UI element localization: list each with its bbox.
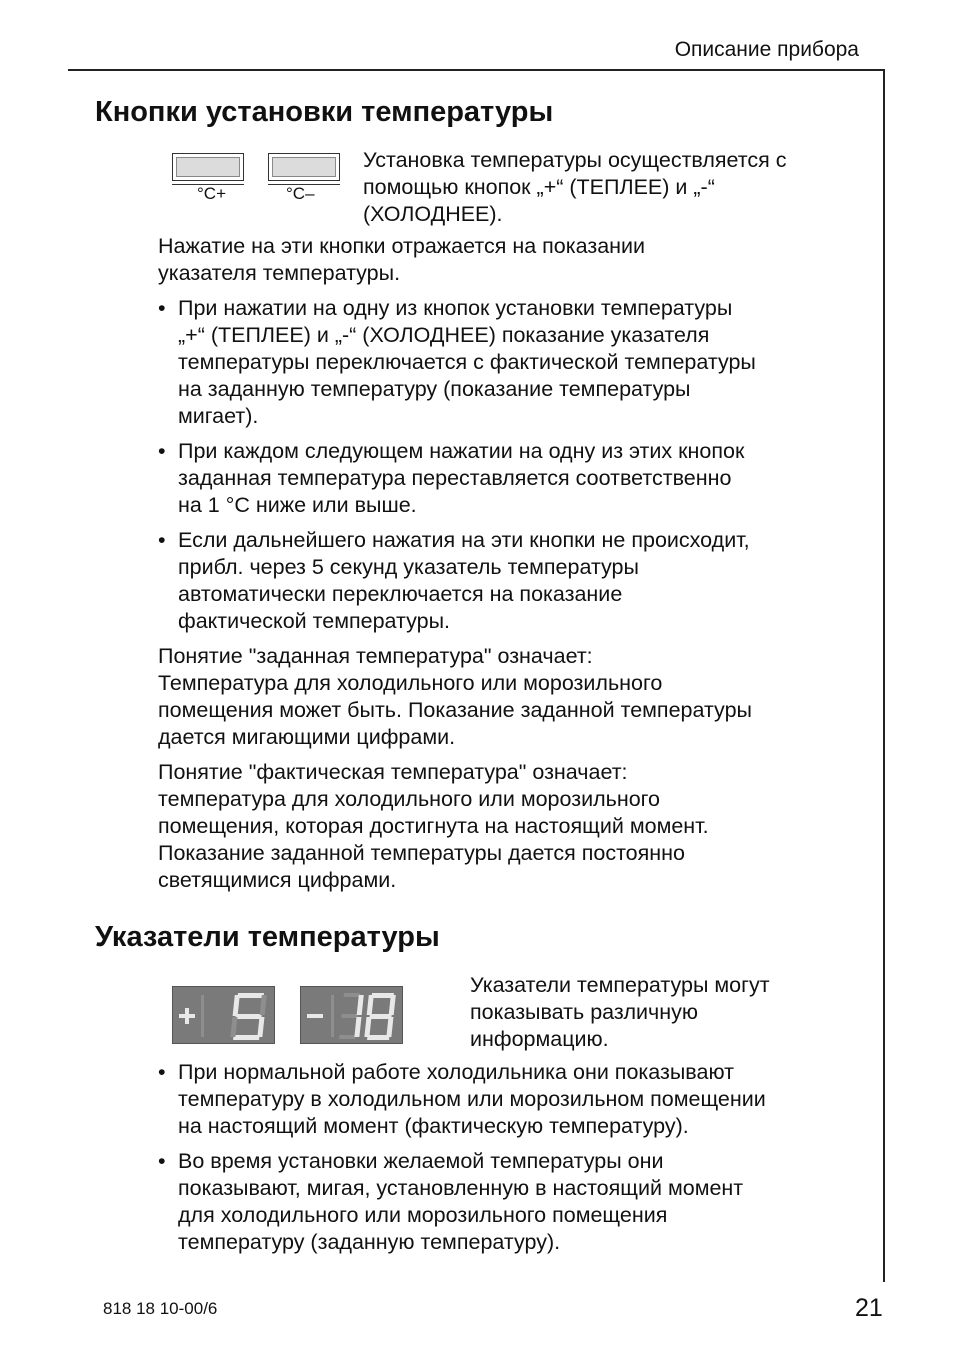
list-item: • При нажатии на одну из кнопок установки температуры „+“ (ТЕПЛЕЕ) и „-“ (ХОЛОДНЕЕ) показание указателя температуры переключается с фактической температуры на заданную температуру (показание температуры мигает).	[158, 295, 868, 430]
running-header: Описание прибора	[674, 38, 859, 61]
bullet-list	[158, 295, 868, 635]
section1-body	[158, 233, 868, 902]
bullet-list	[158, 1059, 868, 1256]
paragraph-actual-temperature: Понятие "фактическая температура" означает: температура для холодильного или морозильного помещения, которая достигнута на настоящий момент. Показание заданной температуры дается постоянно светящимися цифрами.	[158, 760, 709, 892]
header-rule	[68, 69, 885, 71]
temp-minus-button	[268, 153, 340, 181]
section2-body	[158, 1059, 868, 1264]
indicators-intro: Указатели температуры могут показывать различную информацию.	[470, 973, 770, 1051]
section-title-buttons: Кнопки установки температуры	[95, 96, 554, 128]
margin-rule	[883, 69, 885, 1282]
list-item: • При каждом следующем нажатии на одну из этих кнопок заданная температура переставляется соответственно на 1 °С ниже или выше.	[158, 438, 868, 519]
page-number: 21	[855, 1294, 883, 1322]
list-item: • Если дальнейшего нажатия на эти кнопки не происходит, прибл. через 5 секунд указатель температуры автоматически переключается на показание фактической температуры.	[158, 527, 868, 635]
buttons-intro: Установка температуры осуществляется с помощью кнопок „+“ (ТЕПЛЕЕ) и „-“ (ХОЛОДНЕЕ).	[363, 148, 787, 226]
temp-plus-button	[172, 153, 244, 181]
temp-plus-label: °C+	[197, 184, 227, 203]
temp-minus-label: °C–	[286, 184, 315, 203]
display-plus-5-icon	[172, 986, 275, 1044]
document-code: 818 18 10-00/6	[103, 1299, 218, 1318]
list-item: • Во время установки желаемой температуры они показывают, мигая, установленную в настоящий момент для холодильного или морозильного помещения температуру (заданную температуру).	[158, 1148, 868, 1256]
paragraph-press-effect: Нажатие на эти кнопки отражается на показании указателя температуры.	[158, 234, 646, 285]
display-minus-18-icon	[300, 986, 403, 1044]
section-title-indicators: Указатели температуры	[95, 921, 440, 953]
paragraph-set-temperature: Понятие "заданная температура" означает: Температура для холодильного или морозильного помещения может быть. Показание заданной температуры дается мигающими цифрами.	[158, 644, 752, 749]
list-item: • При нормальной работе холодильника они показывают температуру в холодильном или морозильном помещении на настоящий момент (фактическую температуру).	[158, 1059, 868, 1140]
